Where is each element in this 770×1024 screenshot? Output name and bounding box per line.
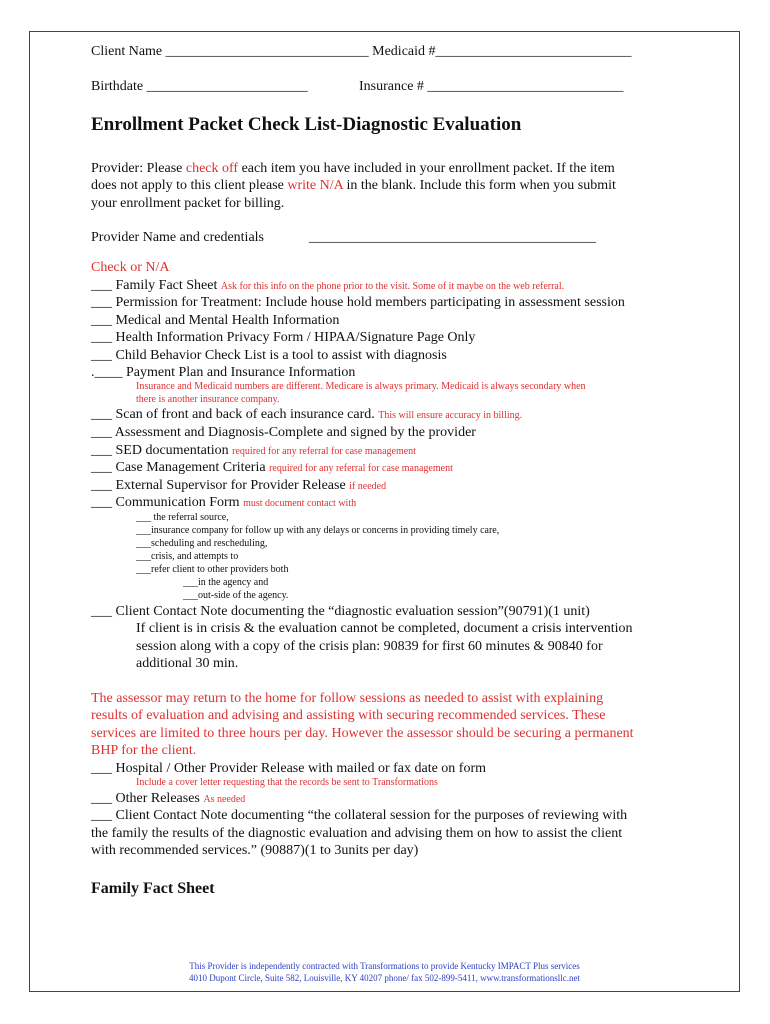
comm-sub-item: ___refer client to other providers both [136, 564, 289, 575]
item-sed: ___ SED documentation required for any referral for case management [91, 443, 416, 458]
collateral-line: with recommended services.” (90887)(1 to 3units per day) [91, 843, 419, 858]
item-medical-info: ___ Medical and Mental Health Information [91, 313, 340, 328]
assessor-paragraph-line: BHP for the client. [91, 743, 197, 758]
intro-line-2: does not apply to this client please write N/A in the blank. Include this form when you submit [91, 178, 616, 193]
assessor-paragraph-line: services are limited to three hours per day. However the assessor should be securing a permanent [91, 726, 634, 741]
comm-subsub-item: ___out-side of the agency. [183, 590, 289, 601]
assessor-paragraph-line: The assessor may return to the home for follow sessions as needed to assist with explaining [91, 691, 604, 706]
footer-line-2: 4010 Dupont Circle, Suite 582, Louisville, KY 40207 phone/ fax 502-899-5411, www.transformationsllc.net [189, 973, 580, 983]
intro-line-3: your enrollment packet for billing. [91, 196, 285, 211]
page-title: Enrollment Packet Check List-Diagnostic Evaluation [91, 114, 522, 135]
collateral-line: ___ Client Contact Note documenting “the collateral session for the purposes of reviewing with [91, 808, 628, 823]
comm-sub-item: ___ the referral source, [136, 512, 229, 523]
item-assessment: ___ Assessment and Diagnosis-Complete and signed by the provider [91, 425, 476, 440]
crisis-line: additional 30 min. [136, 656, 239, 671]
client-name-medicaid-line: Client Name _____________________________ Medicaid #____________________________ [91, 44, 632, 59]
provider-name-label: Provider Name and credentials [91, 230, 264, 245]
item-case-management: ___ Case Management Criteria required for any referral for case management [91, 460, 453, 475]
payment-note-1: Insurance and Medicaid numbers are different. Medicare is always primary. Medicaid is always secondary when [136, 381, 586, 392]
item-external-supervisor: ___ External Supervisor for Provider Release if needed [91, 478, 387, 493]
comm-sub-item: ___scheduling and rescheduling, [136, 538, 268, 549]
check-heading: Check or N/A [91, 260, 170, 275]
family-fact-sheet-title: Family Fact Sheet [91, 880, 215, 897]
payment-note-2: there is another insurance company. [136, 394, 280, 405]
item-hipaa: ___ Health Information Privacy Form / HIPAA/Signature Page Only [91, 330, 476, 345]
item-other-releases: ___ Other Releases As needed [91, 791, 246, 806]
insurance-line: Insurance # ____________________________ [359, 79, 624, 94]
comm-subsub-item: ___in the agency and [183, 577, 269, 588]
item-communication-form: ___ Communication Form must document contact with [91, 495, 357, 510]
item-scan-insurance-card: ___ Scan of front and back of each insurance card. This will ensure accuracy in billing. [91, 407, 523, 422]
collateral-line: the family the results of the diagnostic evaluation and advising them on how to assist the client [91, 826, 623, 841]
assessor-paragraph-line: results of evaluation and advising and assisting with securing recommended services. These [91, 708, 606, 723]
footer-line-1: This Provider is independently contracted with Transformations to provide Kentucky IMPACT Plus services [189, 961, 580, 971]
item-permission-treatment: ___ Permission for Treatment: Include house hold members participating in assessment session [91, 295, 625, 310]
comm-sub-item: ___crisis, and attempts to [136, 551, 239, 562]
crisis-line: session along with a copy of the crisis plan: 90839 for first 60 minutes & 90840 for [136, 639, 603, 654]
item-cbcl: ___ Child Behavior Check List is a tool to assist with diagnosis [91, 348, 447, 363]
item-client-contact-note: ___ Client Contact Note documenting the “diagnostic evaluation session”(90791)(1 unit) [91, 604, 590, 619]
item-hospital-release: ___ Hospital / Other Provider Release with mailed or fax date on form [91, 761, 487, 776]
crisis-line: If client is in crisis & the evaluation cannot be completed, document a crisis intervention [136, 621, 633, 636]
intro-line-1: Provider: Please check off each item you have included in your enrollment packet. If the item [91, 161, 615, 176]
item-payment-plan: .____ Payment Plan and Insurance Information [91, 365, 356, 380]
comm-sub-item: ___insurance company for follow up with any delays or concerns in providing timely care, [136, 525, 500, 536]
item-family-fact-sheet: ___ Family Fact Sheet Ask for this info on the phone prior to the visit. Some of it maybe on the web referral. [91, 278, 565, 293]
hospital-release-note: Include a cover letter requesting that the records be sent to Transformations [136, 777, 438, 788]
provider-name-blank: _________________________________________ [309, 230, 596, 245]
birthdate-line: Birthdate _______________________ [91, 79, 308, 94]
